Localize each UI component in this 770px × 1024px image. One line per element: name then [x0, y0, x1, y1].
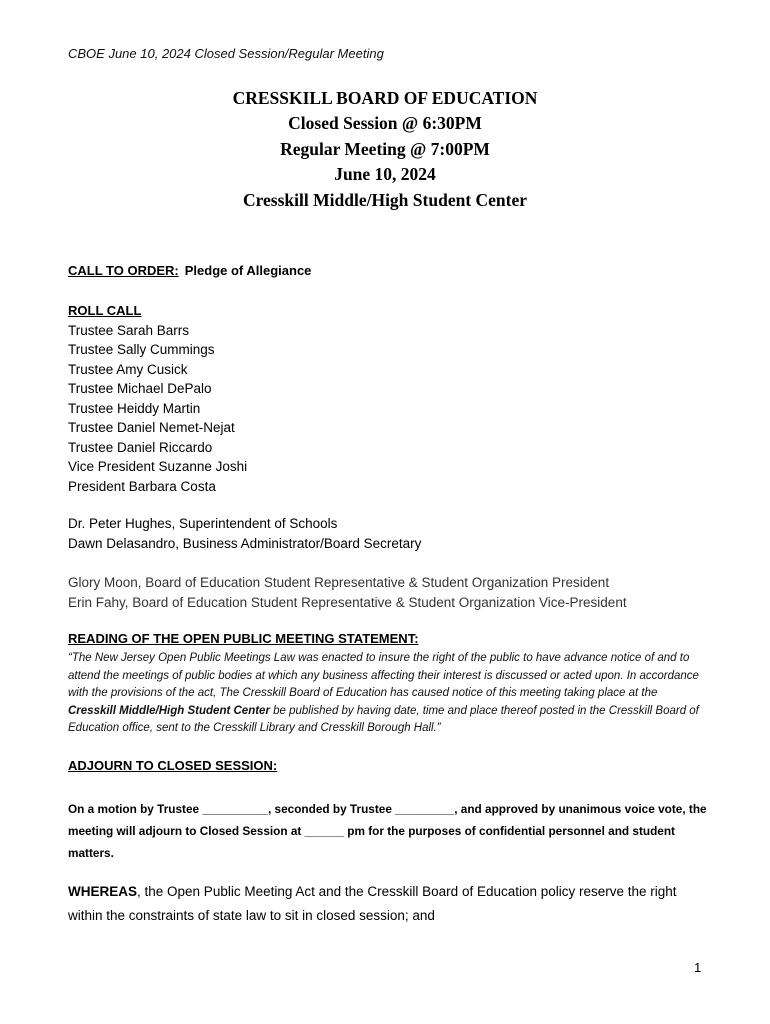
regular-meeting-time: Regular Meeting @ 7:00PM [280, 138, 490, 159]
meeting-date: June 10, 2024 [334, 164, 436, 185]
student-rep: Erin Fahy, Board of Education Student Representative & Student Organization Vice-President [68, 594, 627, 610]
title-block [0, 86, 770, 213]
meeting-location: Cresskill Middle/High Student Center [242, 189, 528, 210]
opma-text-after: be published by having date, time and place thereof posted in the Cresskill Board of Education office, sent to the Cresskill Library and Cresskill Borough Hall.” [68, 704, 699, 735]
whereas-text: , the Open Public Meeting Act and the Cresskill Board of Education policy reserve the right within the constraints of state law to sit in closed session; and [68, 884, 677, 923]
opma-heading: READING OF THE OPEN PUBLIC MEETING STATEMENT: [68, 631, 419, 646]
student-rep: Glory Moon, Board of Education Student Representative & Student Organization President [68, 575, 610, 590]
roll-call-section [68, 301, 708, 496]
roll-call-member: Trustee Amy Cusick [68, 361, 188, 377]
roll-call-member: Trustee Sally Cummings [68, 342, 215, 357]
roll-call-member: Trustee Michael DePalo [68, 381, 212, 396]
adjourn-heading: ADJOURN TO CLOSED SESSION: [68, 758, 278, 773]
closed-session-time: Closed Session @ 6:30PM [288, 113, 482, 134]
running-header: CBOE June 10, 2024 Closed Session/Regular Meeting [68, 46, 384, 61]
call-to-order-text: Pledge of Allegiance [184, 263, 312, 278]
business-administrator: Dawn Delasandro, Business Administrator/Board Secretary [68, 535, 422, 551]
opma-text-before: “The New Jersey Open Public Meetings Law was enacted to insure the right of the public to have advance notice of and to attend the meetings of public bodies at which any business affecting their interest is discussed or acted upon. In accordance with the provisions of the act, The Cresskill Board of Education has caused notice of this meeting taking place at the [68, 652, 699, 700]
opma-location: Cresskill Middle/High Student Center [68, 704, 270, 717]
roll-call-member: President Barbara Costa [68, 478, 216, 494]
whereas-lead: WHEREAS [68, 884, 138, 899]
adjourn-motion: On a motion by Trustee __________, seconded by Trustee _________, and approved by unanimous voice vote, the meeting will adjourn to Closed Session at ______ pm for the purposes of confidential personnel and student matters. [68, 802, 707, 860]
whereas-clause [68, 880, 708, 928]
superintendent: Dr. Peter Hughes, Superintendent of Schools [68, 516, 338, 531]
roll-call-member: Trustee Daniel Nemet-Nejat [68, 420, 235, 435]
roll-call-heading: ROLL CALL [68, 303, 142, 318]
call-to-order [68, 263, 708, 278]
roll-call-member: Trustee Daniel Riccardo [68, 439, 213, 455]
board-title: CRESSKILL BOARD OF EDUCATION [232, 88, 538, 108]
student-representatives [68, 573, 708, 612]
roll-call-member: Vice President Suzanne Joshi [68, 459, 248, 474]
page-number: 1 [694, 960, 702, 975]
administration-list [68, 514, 708, 553]
roll-call-member: Trustee Heiddy Martin [68, 400, 201, 416]
call-to-order-label: CALL TO ORDER: [68, 263, 179, 278]
opma-statement [68, 650, 702, 738]
roll-call-member: Trustee Sarah Barrs [68, 322, 190, 338]
